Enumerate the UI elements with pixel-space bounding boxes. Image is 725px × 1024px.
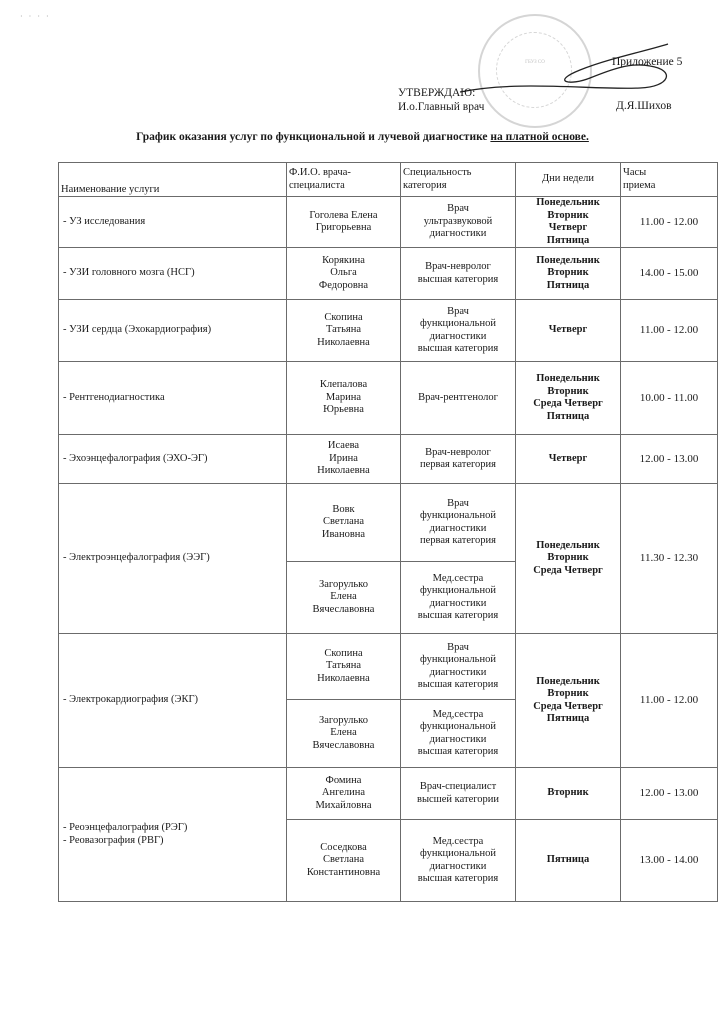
cell-line: Врач-специалист [419, 781, 497, 792]
title-main: График оказания услуг по функциональной и лучевой диагностике [136, 131, 491, 143]
cell-line: - Реоэнцефалография (РЭГ) [63, 822, 188, 833]
cell-line: Григорьевна [315, 222, 372, 233]
table-row [59, 484, 718, 562]
cell-line: Ивановна [321, 528, 366, 540]
cell-line: Елена [330, 727, 357, 739]
specialty [401, 484, 516, 562]
doctor-name [287, 820, 401, 902]
weekdays [516, 768, 621, 820]
reception-hours: 12.00 - 13.00 [621, 435, 718, 484]
service-name [59, 634, 287, 768]
cell-line: Николаевна [317, 672, 370, 684]
schedule-table [58, 162, 718, 902]
cell-line: Четверг [548, 324, 588, 336]
reception-hours: 11.00 - 12.00 [621, 634, 718, 768]
service-name [59, 300, 287, 362]
weekdays [516, 248, 621, 300]
specialty [401, 820, 516, 902]
cell-line: Светлана [322, 854, 365, 866]
cell-line: Скопина [324, 647, 363, 659]
cell-line: функциональной [420, 654, 496, 665]
cell-line: Фомина [325, 774, 362, 786]
table-row [59, 362, 718, 435]
table-row [59, 634, 718, 700]
cell-line: Врач [447, 305, 469, 317]
cell-line: диагностики [429, 666, 487, 678]
cell-line: Врач [447, 203, 469, 215]
approval-title: УТВЕРЖДАЮ: [398, 87, 476, 99]
specialty [401, 700, 516, 768]
doctor-name [287, 197, 401, 248]
cell-line: Четверг [548, 452, 588, 464]
cell-line: Корякина [322, 254, 365, 266]
cell-line: Скопина [324, 311, 363, 323]
cell-line: Вторник [547, 688, 589, 699]
service-name [59, 197, 287, 248]
doctor-name [287, 435, 401, 484]
cell-line: высшая категория [417, 343, 499, 354]
cell-line: Николаевна [317, 336, 370, 348]
approver-role: И.о.Главный врач [398, 101, 485, 113]
cell-line: Елена [330, 591, 357, 603]
service-name [59, 248, 287, 300]
cell-line: Ольга [330, 267, 357, 279]
header-service: Наименование услуги [59, 163, 287, 197]
document-title [0, 131, 725, 143]
cell-line: функциональной [420, 585, 496, 596]
approval-block [398, 86, 484, 114]
cell-line: Вторник [547, 385, 589, 397]
cell-line: Юрьевна [323, 404, 364, 416]
service-name [59, 768, 287, 902]
doctor-name [287, 768, 401, 820]
table-header-row [59, 163, 718, 197]
service-name [59, 435, 287, 484]
cell-line: Мед.сестра [432, 572, 484, 584]
cell-line: Ирина [329, 452, 358, 464]
cell-line: Клепалова [319, 379, 368, 391]
header-doctor: Ф.И.О. врача- специалиста [287, 163, 401, 197]
cell-line: Четверг [548, 222, 588, 233]
cell-line: функциональной [420, 848, 496, 859]
doctor-name [287, 300, 401, 362]
cell-line: функциональной [420, 510, 496, 521]
weekdays [516, 820, 621, 902]
cell-line: диагностики [429, 522, 487, 534]
cell-line: Загорулько [319, 578, 368, 590]
specialty [401, 300, 516, 362]
cell-line: диагностики [429, 733, 487, 745]
doctor-name [287, 362, 401, 435]
specialty [401, 435, 516, 484]
cell-line: Пятница [546, 713, 590, 724]
cell-line: Татьяна [325, 660, 362, 672]
cell-line: Вторник [547, 552, 589, 564]
cell-line: - Реовазография (РВГ) [63, 834, 164, 846]
cell-line: диагностики [429, 860, 487, 872]
cell-line: Вторник [547, 787, 589, 799]
cell-line: Среда Четверг [533, 564, 603, 576]
table-row [59, 300, 718, 362]
scan-artifact: · · · · [20, 12, 51, 21]
appendix-label: Приложение 5 [612, 56, 683, 68]
cell-line: Врач [447, 497, 469, 509]
cell-line: Вовк [332, 503, 355, 515]
cell-line: Понедельник [536, 373, 600, 384]
cell-line: - Электрокардиография (ЭКГ) [63, 694, 199, 706]
cell-line: функциональной [420, 318, 496, 329]
cell-line: Загорулько [319, 714, 368, 726]
cell-line: Вячеславовна [312, 603, 375, 615]
cell-line: высшей категории [416, 793, 500, 805]
cell-line: Татьяна [325, 324, 362, 336]
cell-line: высшая категория [417, 746, 499, 757]
reception-hours: 10.00 - 11.00 [621, 362, 718, 435]
cell-line: диагностики [429, 228, 487, 240]
cell-line: Федоровна [318, 279, 369, 291]
cell-line: - УЗ исследования [63, 215, 146, 227]
reception-hours: 14.00 - 15.00 [621, 248, 718, 300]
cell-line: Мед.сестра [432, 835, 484, 847]
cell-line: Пятница [546, 279, 590, 291]
header-hours: Часы приема [621, 163, 718, 197]
cell-line: Врач-рентгенолог [418, 391, 498, 403]
cell-line: Понедельник [536, 197, 600, 208]
cell-line: функциональной [420, 721, 496, 732]
cell-line: Вторник [547, 267, 589, 279]
specialty [401, 362, 516, 435]
cell-line: Врач [447, 641, 469, 653]
cell-line: высшая категория [417, 873, 499, 884]
cell-line: Среда Четверг [533, 398, 603, 409]
table-row [59, 248, 718, 300]
cell-line: - УЗИ головного мозга (НСГ) [63, 267, 195, 279]
header-days: Дни недели [516, 163, 621, 197]
doctor-name [287, 484, 401, 562]
reception-hours: 13.00 - 14.00 [621, 820, 718, 902]
doctor-name [287, 700, 401, 768]
cell-line: диагностики [429, 597, 487, 609]
cell-line: Михайловна [315, 799, 372, 811]
cell-line: Соседкова [320, 841, 367, 853]
cell-line: Николаевна [317, 465, 370, 477]
cell-line: - Рентгенодиагностика [63, 391, 165, 403]
table-row [59, 768, 718, 820]
cell-line: Понедельник [536, 675, 600, 687]
cell-line: Врач-невролог [425, 261, 491, 272]
cell-line: ультразвуковой [423, 215, 493, 227]
weekdays [516, 362, 621, 435]
weekdays [516, 634, 621, 768]
cell-line: Пятница [546, 234, 590, 246]
doctor-name [287, 248, 401, 300]
cell-line: Ангелина [321, 787, 366, 799]
specialty [401, 197, 516, 248]
cell-line: первая категория [419, 459, 497, 470]
cell-line: Гоголева Елена [309, 209, 378, 221]
cell-line: Понедельник [536, 254, 600, 266]
signer-name: Д.Я.Шихов [616, 100, 672, 112]
stamp-text: ГБУЗ СО [525, 60, 545, 65]
cell-line: высшая категория [417, 273, 499, 285]
specialty [401, 634, 516, 700]
specialty [401, 562, 516, 634]
service-name [59, 484, 287, 634]
service-name [59, 362, 287, 435]
cell-line: Константиновна [306, 866, 381, 878]
cell-line: первая категория [419, 535, 497, 546]
weekdays [516, 197, 621, 248]
cell-line: Светлана [322, 516, 365, 528]
reception-hours: 11.00 - 12.00 [621, 300, 718, 362]
cell-line: - Электроэнцефалография (ЭЭГ) [63, 552, 210, 564]
cell-line: Врач-невролог [425, 446, 491, 458]
reception-hours: 11.30 - 12.30 [621, 484, 718, 634]
cell-line: - Эхоэнцефалография (ЭХО-ЭГ) [63, 452, 208, 464]
cell-line: - УЗИ сердца (Эхокардиография) [63, 324, 212, 336]
table-row [59, 197, 718, 248]
cell-line: Мед,сестра [432, 708, 484, 720]
table-row [59, 435, 718, 484]
doctor-name [287, 634, 401, 700]
cell-line: высшая категория [417, 610, 499, 621]
cell-line: Вторник [547, 209, 589, 221]
cell-line: Понедельник [536, 539, 600, 551]
cell-line: Пятница [546, 854, 590, 866]
weekdays [516, 435, 621, 484]
weekdays [516, 484, 621, 634]
cell-line: Среда Четверг [533, 700, 603, 712]
cell-line: Вячеславовна [312, 739, 375, 751]
cell-line: Пятница [546, 410, 590, 422]
cell-line: Марина [325, 391, 362, 403]
header-specialty: Специальность категория [401, 163, 516, 197]
doctor-name [287, 562, 401, 634]
cell-line: высшая категория [417, 679, 499, 690]
reception-hours: 12.00 - 13.00 [621, 768, 718, 820]
title-underlined: на платной основе. [490, 131, 589, 143]
cell-line: Исаева [327, 440, 360, 452]
specialty [401, 768, 516, 820]
weekdays [516, 300, 621, 362]
cell-line: диагностики [429, 330, 487, 342]
reception-hours: 11.00 - 12.00 [621, 197, 718, 248]
specialty [401, 248, 516, 300]
